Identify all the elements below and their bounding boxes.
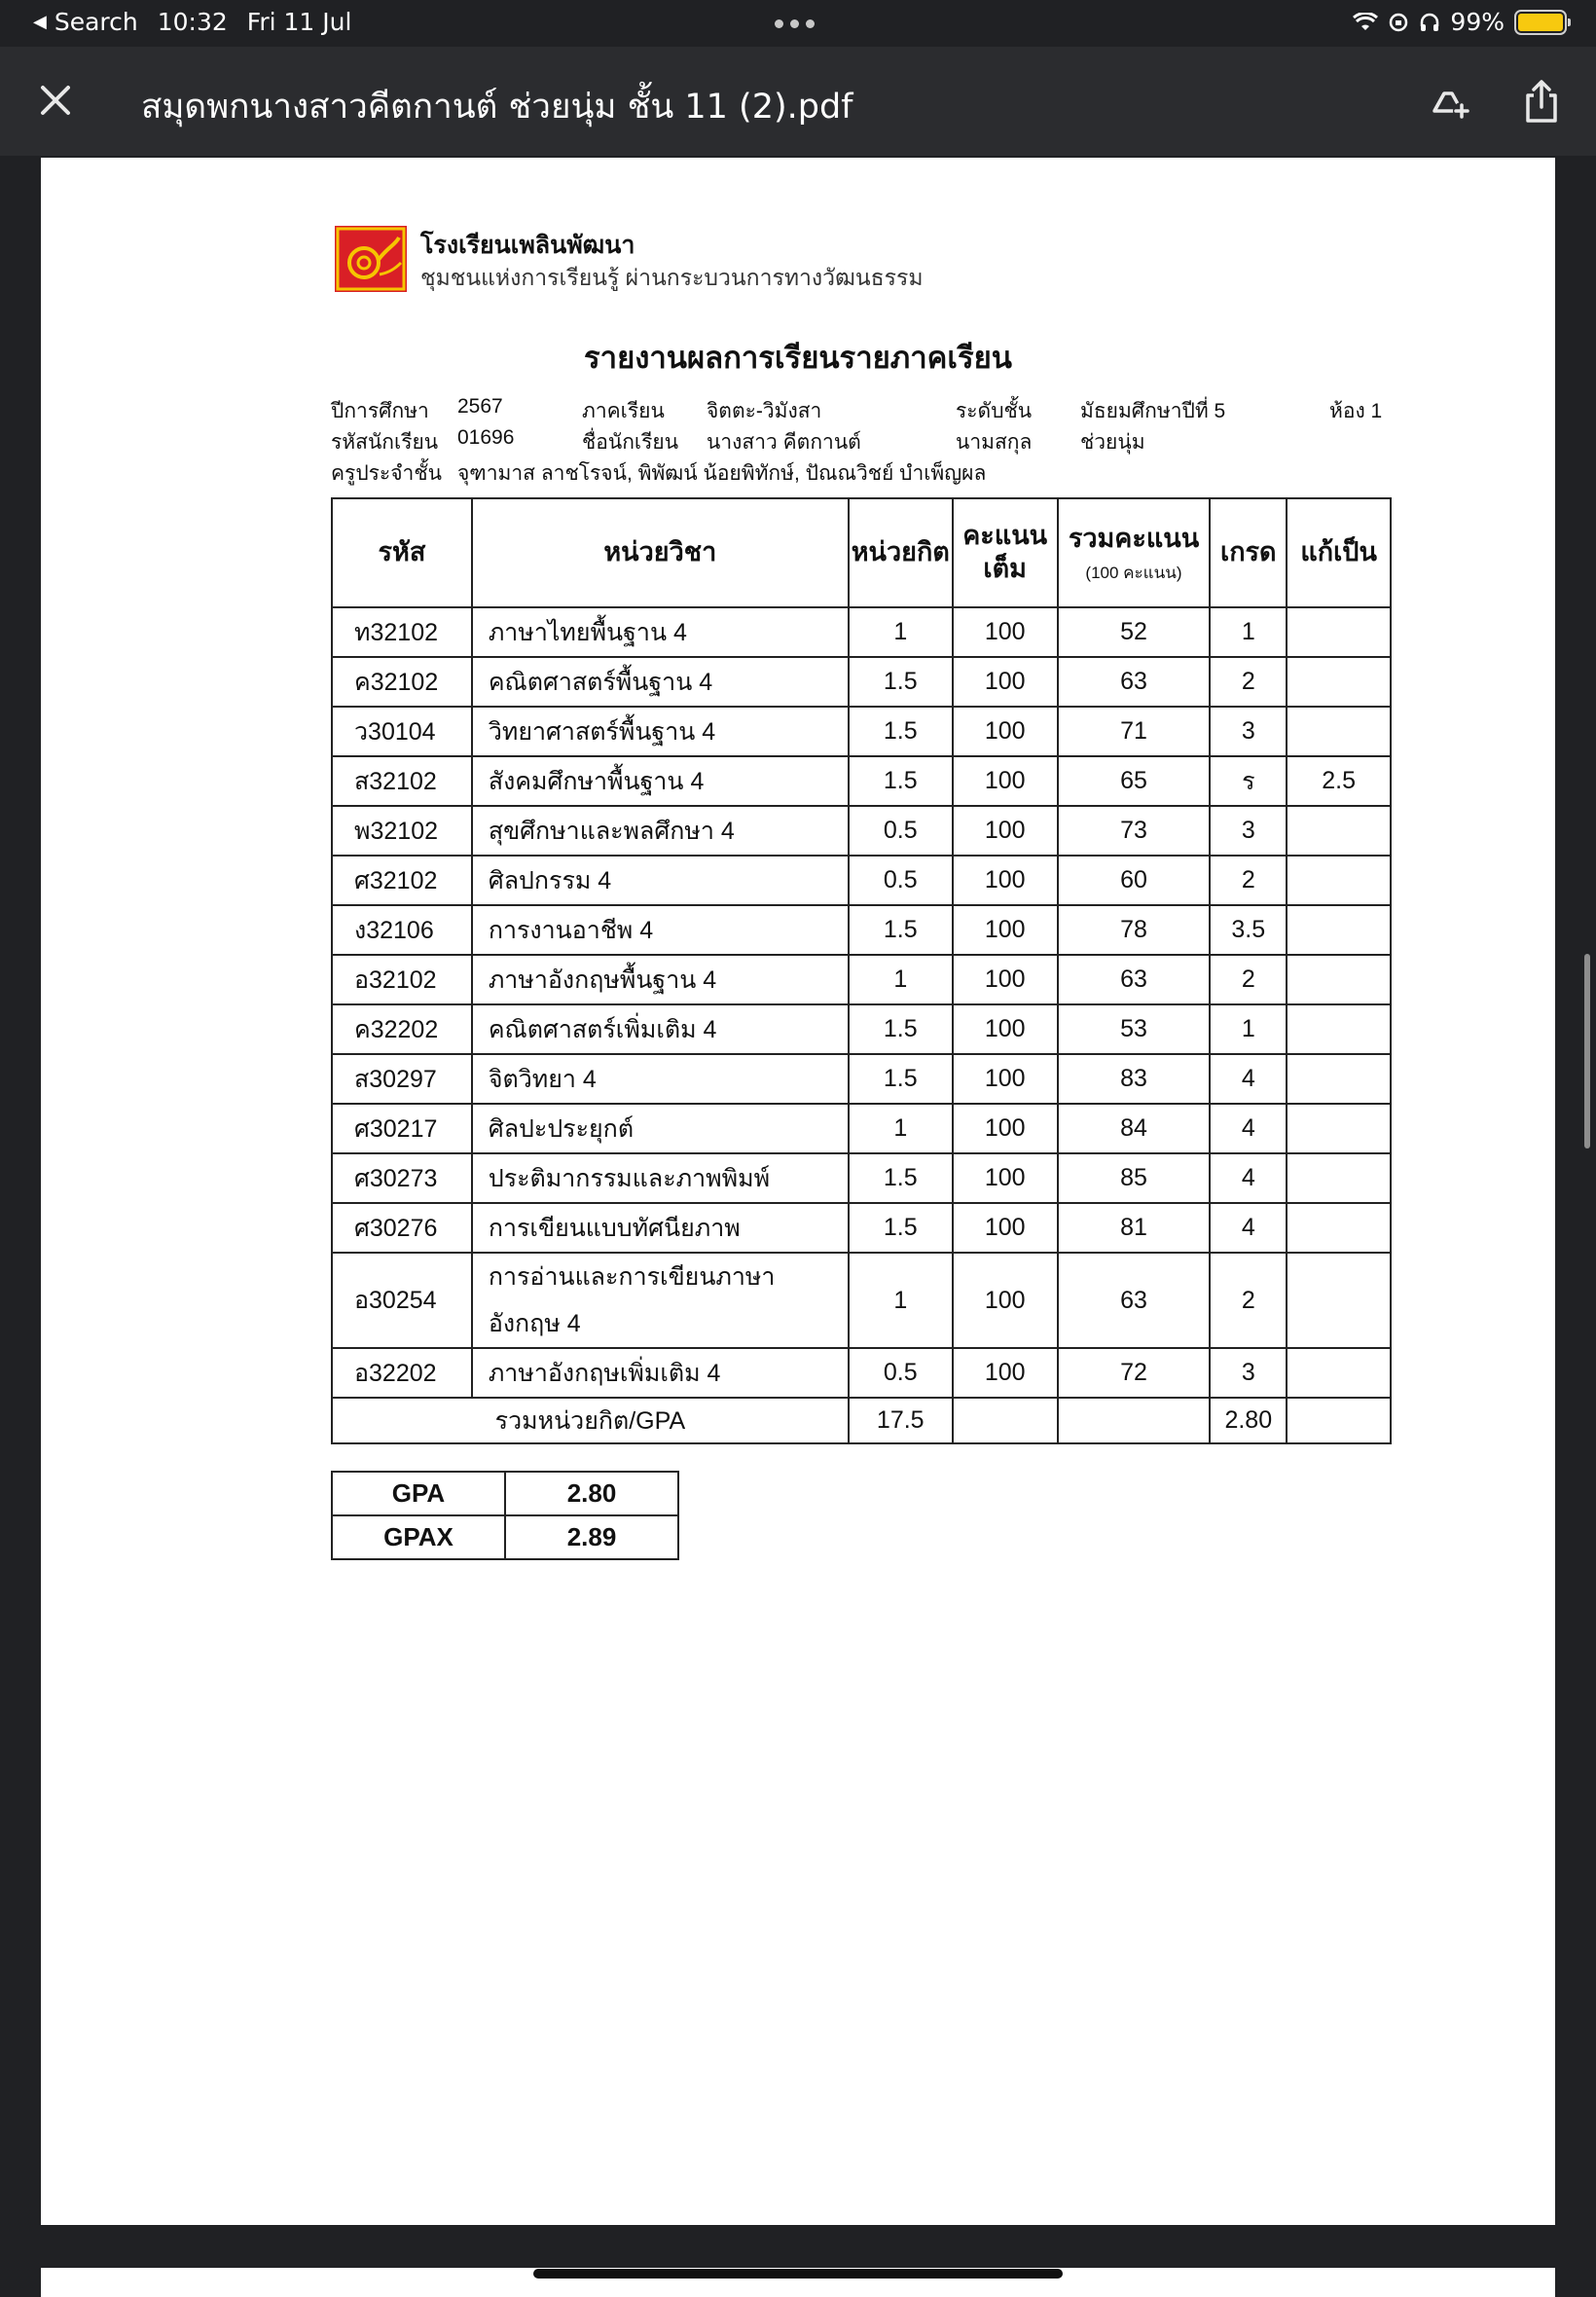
add-to-drive-icon[interactable]	[1421, 74, 1475, 128]
cell-score: 63	[1058, 1253, 1211, 1348]
cell-full-score: 100	[953, 1253, 1058, 1348]
col-header-code: รหัส	[332, 498, 472, 607]
cell-score: 52	[1058, 607, 1211, 657]
table-row	[332, 1348, 1391, 1398]
cell-score: 63	[1058, 657, 1211, 707]
cell-full-score: 100	[953, 607, 1058, 657]
cell-subject: จิตวิทยา 4	[472, 1054, 849, 1104]
cell-subject: สุขศึกษาและพลศึกษา 4	[472, 806, 849, 856]
cell-code: ว30104	[332, 707, 472, 756]
status-time: 10:32	[157, 8, 228, 36]
year-value: 2567	[457, 395, 503, 418]
cell-score: 65	[1058, 756, 1211, 806]
cell-credits: 1	[849, 1253, 953, 1348]
cell-grade: 1	[1210, 1004, 1287, 1054]
back-app-label[interactable]: Search	[54, 8, 138, 36]
cell-full-score: 100	[953, 856, 1058, 905]
col-header-total-score	[1058, 498, 1211, 607]
cell-grade: 4	[1210, 1153, 1287, 1203]
cell-full-score: 100	[953, 955, 1058, 1004]
multitasking-dots-icon[interactable]	[775, 19, 815, 28]
cell-grade: 1	[1210, 607, 1287, 657]
cell-grade: 4	[1210, 1104, 1287, 1153]
gpa-label: GPA	[332, 1472, 505, 1515]
cell-score: 63	[1058, 955, 1211, 1004]
table-row	[332, 1253, 1391, 1348]
cell-credits: 1	[849, 955, 953, 1004]
report-title: รายงานผลการเรียนรายภาคเรียน	[584, 341, 1012, 375]
status-bar	[0, 0, 1596, 47]
school-name: โรงเรียนเพลินพัฒนา	[420, 232, 635, 259]
room-label: ห้อง 1	[1329, 400, 1383, 422]
cell-code: อ32202	[332, 1348, 472, 1398]
gpax-value: 2.89	[505, 1515, 678, 1559]
scrollbar[interactable]	[1584, 954, 1590, 1148]
cell-corrected	[1287, 657, 1391, 707]
cell-subject: ศิลปกรรม 4	[472, 856, 849, 905]
table-row	[332, 905, 1391, 955]
cell-corrected	[1287, 607, 1391, 657]
gpa-row	[332, 1472, 678, 1515]
cell-score: 60	[1058, 856, 1211, 905]
total-gpa: 2.80	[1210, 1398, 1287, 1443]
cell-grade: 2	[1210, 955, 1287, 1004]
cell-grade: 3	[1210, 806, 1287, 856]
student-name-value: นางสาว คีตกานต์	[707, 431, 861, 454]
semester-label: ภาคเรียน	[582, 400, 665, 422]
cell-code: ส32102	[332, 756, 472, 806]
cell-corrected	[1287, 1004, 1391, 1054]
cell-full-score: 100	[953, 905, 1058, 955]
cell-subject	[472, 1253, 849, 1348]
year-label: ปีการศึกษา	[331, 400, 429, 422]
total-empty-cell	[1287, 1398, 1391, 1443]
table-header-row	[332, 498, 1391, 607]
cell-score: 73	[1058, 806, 1211, 856]
cell-full-score: 100	[953, 657, 1058, 707]
cell-subject: ศิลปะประยุกต์	[472, 1104, 849, 1153]
student-name-label: ชื่อนักเรียน	[582, 431, 679, 454]
student-id-label: รหัสนักเรียน	[331, 431, 439, 454]
cell-corrected	[1287, 1203, 1391, 1253]
cell-code: ส30297	[332, 1054, 472, 1104]
col-header-total-score-sub: (100 คะแนน)	[1085, 564, 1182, 583]
cell-code: พ32102	[332, 806, 472, 856]
table-row	[332, 955, 1391, 1004]
cell-code: ศ30276	[332, 1203, 472, 1253]
gpax-row	[332, 1515, 678, 1559]
cell-score: 71	[1058, 707, 1211, 756]
cell-subject: การงานอาชีพ 4	[472, 905, 849, 955]
surname-label: นามสกุล	[956, 431, 1033, 454]
grades-table	[331, 497, 1392, 1444]
cell-score: 78	[1058, 905, 1211, 955]
total-empty-cell	[1058, 1398, 1211, 1443]
cell-grade: 4	[1210, 1054, 1287, 1104]
cell-subject: สังคมศึกษาพื้นฐาน 4	[472, 756, 849, 806]
table-row	[332, 806, 1391, 856]
table-row	[332, 1153, 1391, 1203]
cell-subject: ประติมากรรมและภาพพิมพ์	[472, 1153, 849, 1203]
wifi-icon	[1353, 13, 1378, 32]
status-date: Fri 11 Jul	[246, 8, 352, 36]
cell-full-score: 100	[953, 1348, 1058, 1398]
cell-score: 72	[1058, 1348, 1211, 1398]
home-indicator[interactable]	[533, 2269, 1063, 2279]
cell-corrected	[1287, 1104, 1391, 1153]
student-id-value: 01696	[457, 426, 515, 449]
cell-code: ท32102	[332, 607, 472, 657]
cell-credits: 1.5	[849, 905, 953, 955]
cell-grade: 2	[1210, 1253, 1287, 1348]
gpa-summary-table	[331, 1471, 679, 1560]
cell-code: ค32202	[332, 1004, 472, 1054]
col-header-full-score: คะแนนเต็ม	[953, 498, 1058, 607]
cell-corrected	[1287, 806, 1391, 856]
cell-code: ค32102	[332, 657, 472, 707]
cell-code: ศ30273	[332, 1153, 472, 1203]
table-row	[332, 1054, 1391, 1104]
cell-score: 84	[1058, 1104, 1211, 1153]
table-row	[332, 856, 1391, 905]
table-row	[332, 657, 1391, 707]
cell-credits: 1.5	[849, 707, 953, 756]
cell-full-score: 100	[953, 1153, 1058, 1203]
table-row	[332, 1203, 1391, 1253]
cell-credits: 1.5	[849, 1153, 953, 1203]
battery-percent: 99%	[1450, 8, 1505, 36]
cell-grade: 3	[1210, 1348, 1287, 1398]
cell-full-score: 100	[953, 1104, 1058, 1153]
table-total-row	[332, 1398, 1391, 1443]
cell-corrected	[1287, 707, 1391, 756]
cell-full-score: 100	[953, 1004, 1058, 1054]
cell-corrected	[1287, 955, 1391, 1004]
cell-corrected	[1287, 856, 1391, 905]
cell-corrected: 2.5	[1287, 756, 1391, 806]
cell-full-score: 100	[953, 1203, 1058, 1253]
cell-credits: 1	[849, 1104, 953, 1153]
share-icon[interactable]	[1514, 74, 1569, 128]
cell-credits: 1	[849, 607, 953, 657]
cell-grade: 3	[1210, 707, 1287, 756]
cell-full-score: 100	[953, 756, 1058, 806]
cell-subject-line: การอ่านและการเขียนภาษา	[488, 1263, 776, 1291]
cell-score: 81	[1058, 1203, 1211, 1253]
cell-full-score: 100	[953, 1054, 1058, 1104]
cell-grade: 2	[1210, 856, 1287, 905]
cell-score: 85	[1058, 1153, 1211, 1203]
back-arrow-icon[interactable]: ◀	[33, 12, 47, 32]
semester-value: จิตตะ-วิมังสา	[707, 400, 822, 422]
cell-credits: 1.5	[849, 1004, 953, 1054]
level-label: ระดับชั้น	[956, 400, 1033, 422]
cell-score: 53	[1058, 1004, 1211, 1054]
cell-code: ง32106	[332, 905, 472, 955]
cell-corrected	[1287, 1348, 1391, 1398]
table-row	[332, 1004, 1391, 1054]
col-header-total-score-label: รวมคะแนน	[1068, 523, 1200, 553]
total-label: รวมหน่วยกิต/GPA	[332, 1398, 849, 1443]
report-card	[41, 158, 1555, 2225]
table-row	[332, 607, 1391, 657]
cell-subject: คณิตศาสตร์เพิ่มเติม 4	[472, 1004, 849, 1054]
cell-grade: ร	[1210, 756, 1287, 806]
col-header-grade: เกรด	[1210, 498, 1287, 607]
gpax-label: GPAX	[332, 1515, 505, 1559]
pdf-page[interactable]	[41, 158, 1555, 2225]
total-credits: 17.5	[849, 1398, 953, 1443]
headphones-icon	[1419, 12, 1440, 33]
cell-subject: ภาษาไทยพื้นฐาน 4	[472, 607, 849, 657]
col-header-subject: หน่วยวิชา	[472, 498, 849, 607]
cell-subject: ภาษาอังกฤษพื้นฐาน 4	[472, 955, 849, 1004]
cell-score: 83	[1058, 1054, 1211, 1104]
cell-code: ศ32102	[332, 856, 472, 905]
level-value: มัธยมศึกษาปีที่ 5	[1080, 400, 1226, 422]
cell-subject: การเขียนแบบทัศนียภาพ	[472, 1203, 849, 1253]
battery-fill	[1518, 14, 1563, 31]
teacher-value: จุฑามาส ลาชโรจน์, พิพัฒน์ น้อยพิทักษ์, ปัณณวิชย์ บำเพ็ญผล	[457, 462, 987, 485]
cell-subject: คณิตศาสตร์พื้นฐาน 4	[472, 657, 849, 707]
cell-credits: 0.5	[849, 1348, 953, 1398]
cell-code: อ32102	[332, 955, 472, 1004]
cell-corrected	[1287, 905, 1391, 955]
cell-credits: 1.5	[849, 657, 953, 707]
cell-code: ศ30217	[332, 1104, 472, 1153]
cell-grade: 3.5	[1210, 905, 1287, 955]
cell-grade: 2	[1210, 657, 1287, 707]
cell-full-score: 100	[953, 707, 1058, 756]
col-header-credits: หน่วยกิต	[849, 498, 953, 607]
cell-credits: 1.5	[849, 756, 953, 806]
table-row	[332, 756, 1391, 806]
cell-full-score: 100	[953, 806, 1058, 856]
cell-corrected	[1287, 1253, 1391, 1348]
cell-credits: 0.5	[849, 806, 953, 856]
cell-subject-line: อังกฤษ 4	[488, 1310, 581, 1337]
cell-credits: 0.5	[849, 856, 953, 905]
cell-grade: 4	[1210, 1203, 1287, 1253]
gpa-value: 2.80	[505, 1472, 678, 1515]
orientation-lock-icon	[1388, 12, 1409, 33]
cell-code: อ30254	[332, 1253, 472, 1348]
surname-value: ช่วยนุ่ม	[1080, 431, 1145, 454]
viewer-toolbar	[0, 47, 1596, 156]
cell-credits: 1.5	[849, 1203, 953, 1253]
battery-icon	[1514, 10, 1567, 35]
cell-subject: วิทยาศาสตร์พื้นฐาน 4	[472, 707, 849, 756]
school-motto: ชุมชนแห่งการเรียนรู้ ผ่านกระบวนการทางวัฒนธรรม	[420, 265, 924, 290]
document-title: สมุดพกนางสาวคีตกานต์ ช่วยนุ่ม ชั้น 11 (2).pdf	[141, 88, 853, 127]
col-header-corrected: แก้เป็น	[1287, 498, 1391, 607]
close-icon[interactable]	[33, 78, 78, 123]
cell-credits: 1.5	[849, 1054, 953, 1104]
teacher-label: ครูประจำชั้น	[331, 462, 442, 485]
table-row	[332, 1104, 1391, 1153]
cell-corrected	[1287, 1054, 1391, 1104]
cell-corrected	[1287, 1153, 1391, 1203]
school-logo	[335, 226, 407, 292]
cell-subject: ภาษาอังกฤษเพิ่มเติม 4	[472, 1348, 849, 1398]
total-empty-cell	[953, 1398, 1058, 1443]
table-row	[332, 707, 1391, 756]
